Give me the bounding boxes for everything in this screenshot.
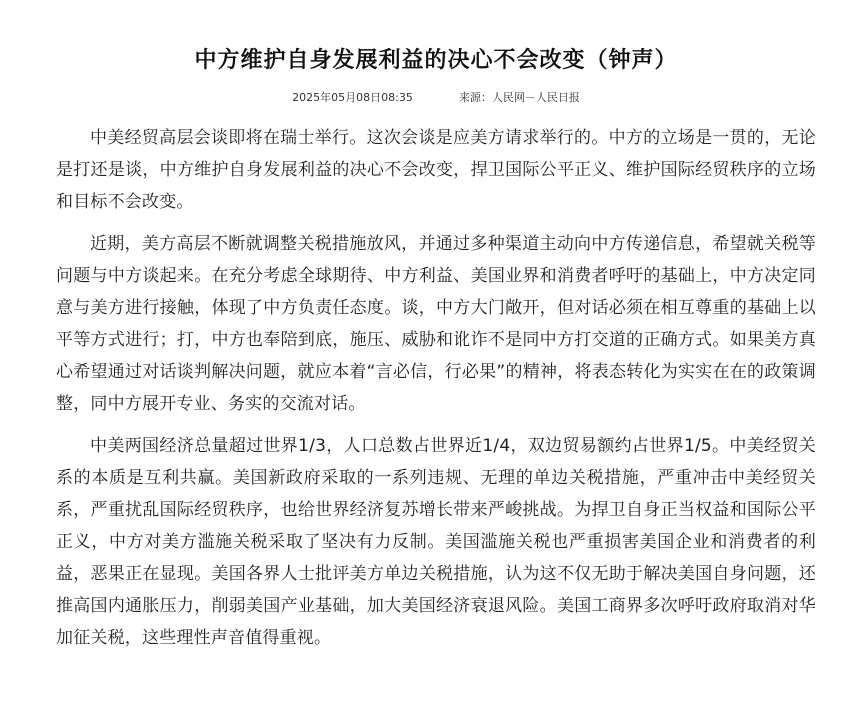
article (56, 40, 816, 664)
article-meta (56, 88, 816, 108)
article-body (56, 122, 816, 654)
paragraph-3: 中美两国经济总量超过世界1/3，人口总数占世界近1/4，双边贸易额约占世界1/5。中美经贸关系的本质是互利共赢。美国新政府采取的一系列违规、无理的单边关税措施，严重冲击中美经贸关系，严重扰乱国际经贸秩序，也给世界经济复苏增长带来严峻挑战。为捍卫自身正当权益和国际公平正义，中方对美方滥施关税采取了坚决有力反制。美国滥施关税也严重损害美国企业和消费者的利益，恶果正在显现。美国各界人士批评美方单边关税措施，认为这不仅无助于解决美国自身问题，还推高国内通胀压力，削弱美国产业基础，加大美国经济衰退风险。美国工商界多次呼吁政府取消对华加征关税，这些理性声音值得重视。 (56, 436, 816, 648)
article-title: 中方维护自身发展利益的决心不会改变（钟声） (194, 48, 678, 73)
source-link[interactable]: 人民网－人民日报 (491, 91, 580, 104)
paragraph-1: 中美经贸高层会谈即将在瑞士举行。这次会谈是应美方请求举行的。中方的立场是一贯的，无论是打还是谈，中方维护自身发展利益的决心不会改变，捍卫国际公平正义、维护国际经贸秩序的立场和目标不会改变。 (56, 128, 816, 212)
source-label: 来源： (458, 91, 492, 104)
paragraph-2: 近期，美方高层不断就调整关税措施放风，并通过多种渠道主动向中方传递信息，希望就关税等问题与中方谈起来。在充分考虑全球期待、中方利益、美国业界和消费者呼吁的基础上，中方决定同意与美方进行接触，体现了中方负责任态度。谈，中方大门敞开，但对话必须在相互尊重的基础上以平等方式进行；打，中方也奉陪到底，施压、威胁和讹诈不是同中方打交道的正确方式。如果美方真心希望通过对话谈判解决问题，就应本着“言必信，行必果”的精神，将表态转化为实实在在的政策调整，同中方展开专业、务实的交流对话。 (56, 234, 816, 414)
publish-date: 2025年05月08日08:35 (292, 91, 413, 104)
